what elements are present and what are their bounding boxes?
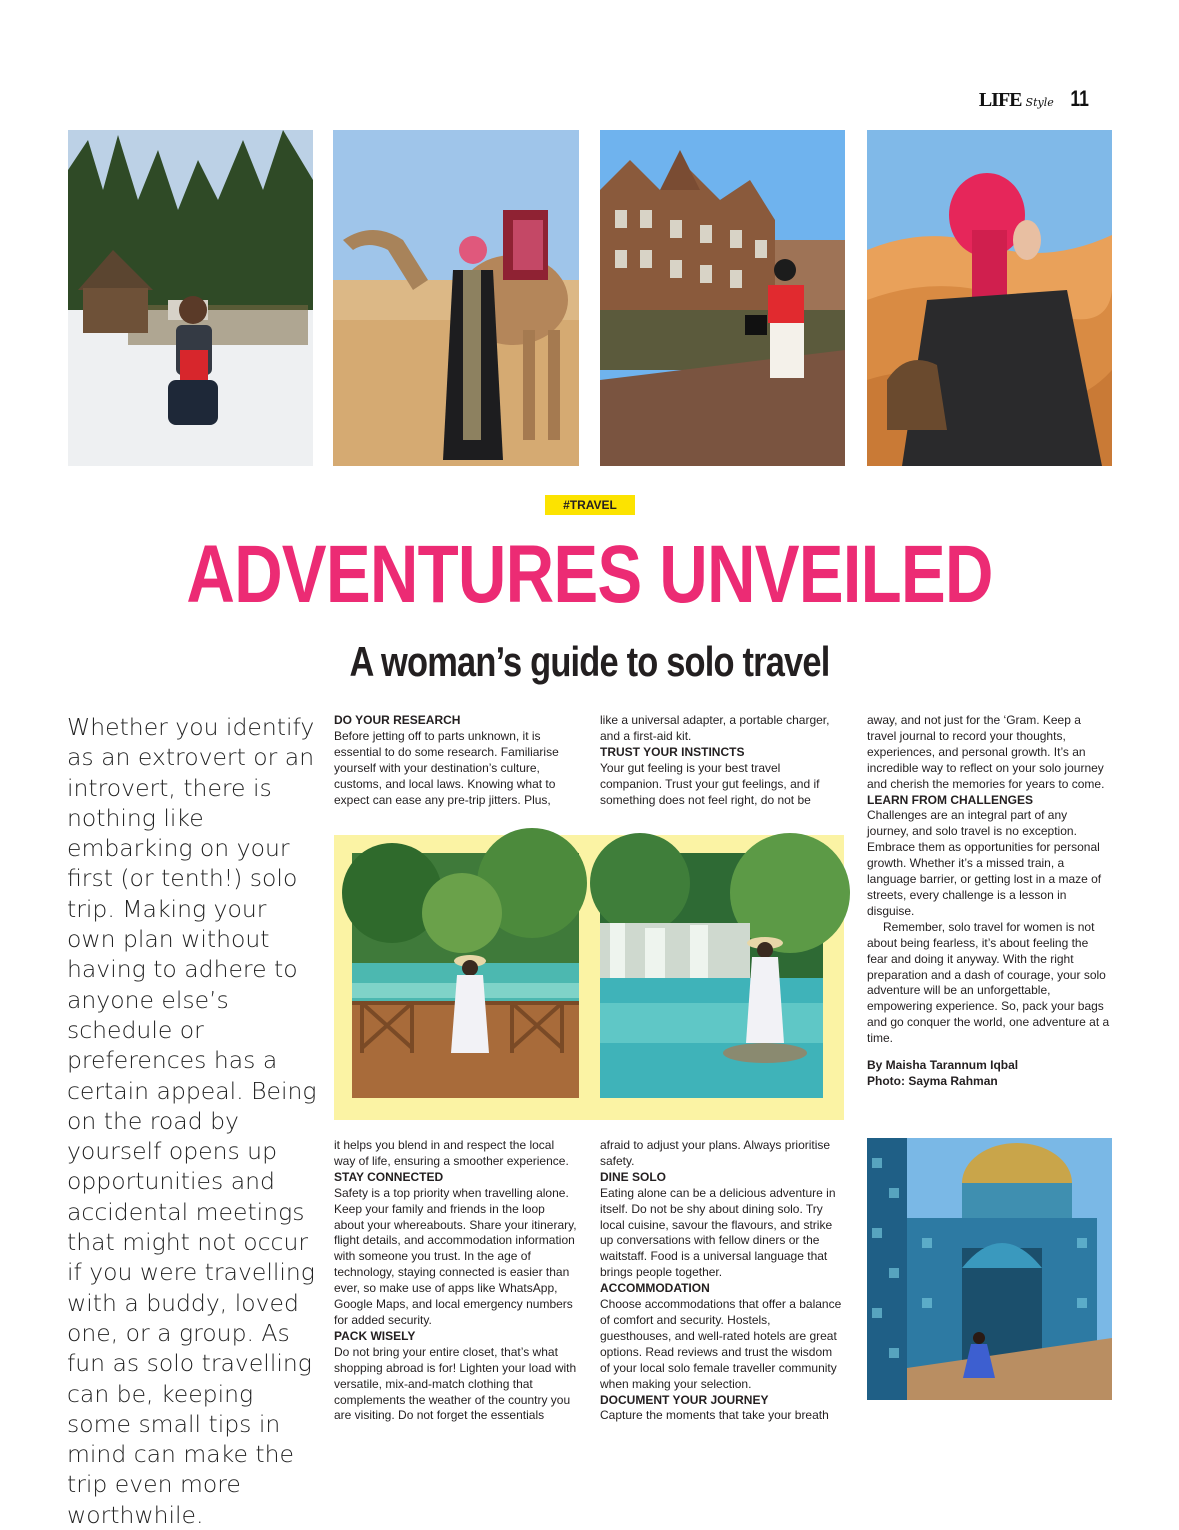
paragraph-challenges: Challenges are an integral part of any journey, and solo travel is no exception. Embrace them as opportunities for personal growth. Whether it’s a missed train, a language barrier, or getting lost in a maze of streets, every challenge is a lesson in disguise. <box>867 808 1102 918</box>
paragraph-journey: Capture the moments that take your breath <box>600 1408 829 1423</box>
author-byline: By Maisha Tarannum Iqbal <box>867 1058 1019 1073</box>
photo-credit: Photo: Sayma Rahman <box>867 1073 998 1088</box>
paragraph-research-end: it helps you blend in and respect the local way of life, ensuring a smoother experience. <box>334 1138 569 1168</box>
section-heading-instincts: TRUST YOUR INSTINCTS <box>600 744 745 759</box>
photo-jungle-deck <box>352 853 579 1098</box>
column-2-bottom <box>600 1138 843 1424</box>
column-1-bottom <box>334 1138 577 1424</box>
section-heading-challenges: LEARN FROM CHALLENGES <box>867 792 1033 807</box>
magazine-logo: LIFE <box>978 89 1022 111</box>
paragraph-connected: Safety is a top priority when travelling alone. Keep your family and friends in the loop about your whereabouts. Share your itinerary, flight details, and accommodation information with someone you trust. In the age of technology, staying connected is easier than ever, so make use of apps like WhatsApp, Google Maps, and local emergency numbers for added security. <box>334 1185 577 1327</box>
paragraph-conclusion: Remember, solo travel for women is not about being fearless, it’s about feeling the fear and doing it anyway. With the right preparation and a dash of courage, your solo adventure will be an unforgettable, empowering experience. So, pack your bags and go conquer the world, one adventure at a time. <box>867 919 1110 1046</box>
section-heading-accommodation: ACCOMMODATION <box>600 1281 710 1296</box>
photo-waterfall-pool <box>600 853 823 1098</box>
paragraph-pack-end: like a universal adapter, a portable charger, and a first-aid kit. <box>600 713 830 743</box>
section-heading-research: DO YOUR RESEARCH <box>334 713 461 727</box>
article-subheadline: A woman’s guide to solo travel <box>349 638 830 685</box>
column-3 <box>867 713 1112 1090</box>
magazine-logo-sub: Style <box>1025 96 1054 109</box>
column-2-top <box>600 713 843 808</box>
paragraph-dine: Eating alone can be a delicious adventure in itself. Do not be shy about dining solo. Try local cuisine, savour the flavours, and strike up conversations with fellow diners or the waitstaff. Food is a universal language that brings people together. <box>600 1185 836 1280</box>
section-heading-pack: PACK WISELY <box>334 1328 416 1343</box>
photo-desert-camel <box>333 130 579 466</box>
section-heading-dine: DINE SOLO <box>600 1169 667 1184</box>
section-heading-connected: STAY CONNECTED <box>334 1169 444 1184</box>
paragraph-instincts: Your gut feeling is your best travel companion. Trust your gut feelings, and if something does not feel right, do not be <box>600 760 820 807</box>
photo-mosaic-mausoleum <box>867 1138 1112 1400</box>
paragraph-pack: Do not bring your entire closet, that’s what shopping abroad is for! Lighten your load with versatile, mix-and-match clothing that complements the weather of the country you are visiting. Do not forget the essentials <box>334 1344 577 1423</box>
photo-canal-town <box>600 130 845 466</box>
photo-sahara-dunes <box>867 130 1112 466</box>
section-heading-journey: DOCUMENT YOUR JOURNEY <box>600 1392 769 1407</box>
page-number: 11 <box>1070 86 1089 111</box>
category-tag[interactable]: #TRAVEL <box>545 495 635 515</box>
column-1-top <box>334 713 577 808</box>
intro-paragraph: Whether you identify as an extrovert or an introvert, there is nothing like embarking on your first (or tenth!) solo trip. Making your own plan without having to adhere to anyone else’s schedule or preferences has a certain appeal. Being on the road by yourself opens up opportunities and accidental meetings that might not occur if you were travelling with a buddy, loved one, or a group. As fun as solo travelling can be, keeping some small tips in mind can make the trip even more worthwhile. <box>67 713 317 1529</box>
paragraph-research: Before jetting off to parts unknown, it is essential to do some research. Familiarise yourself with your destination’s culture, customs, and local laws. Knowing what to expect can ease any pre-trip jitters. Plus, <box>334 728 559 807</box>
paragraph-journey-end: away, and not just for the ‘Gram. Keep a travel journal to record your thoughts, experiences, and personal growth. It’s an incredible way to reflect on your solo journey and cherish the memories for years to come. <box>867 713 1105 791</box>
paragraph-instincts-end: afraid to adjust your plans. Always prioritise safety. <box>600 1138 831 1168</box>
photo-snow-cabin <box>68 130 313 466</box>
page-header <box>979 86 1091 112</box>
paragraph-accommodation: Choose accommodations that offer a balance of comfort and security. Hostels, guesthouses, and well-rated hotels are great options. Read reviews and trust the wisdom of your local solo female traveller community when making your selection. <box>600 1297 842 1391</box>
article-headline: ADVENTURES UNVEILED <box>186 529 993 620</box>
